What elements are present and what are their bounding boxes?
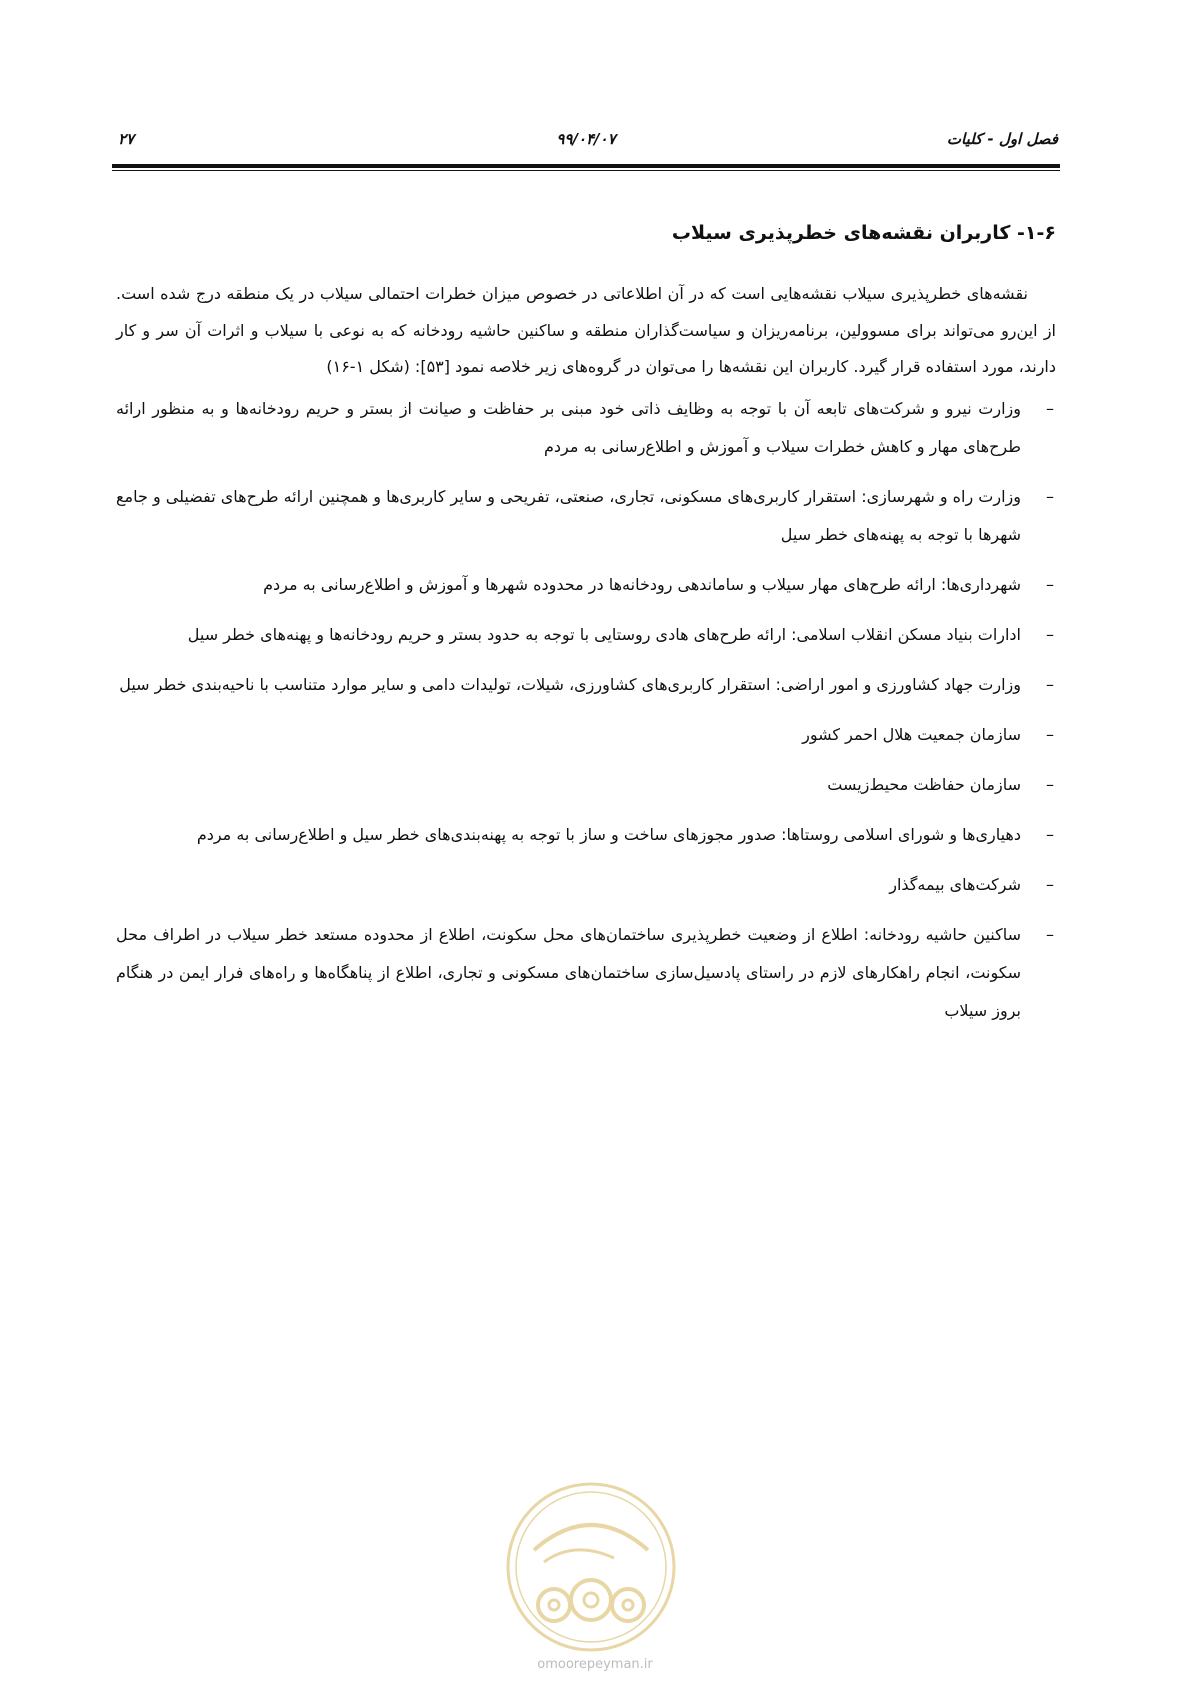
- list-item-text: سازمان حفاظت محیط‌زیست: [827, 774, 1021, 794]
- bullet-dash: –: [1046, 624, 1054, 644]
- seal-gears: [538, 1580, 644, 1621]
- header-rule-thin: [112, 170, 1060, 171]
- list-item-text: وزارت نیرو و شرکت‌های تابعه آن با توجه به وظایف ذاتی خود مبنی بر حفاظت و صیانت از بستر و حریم رودخانه‌ها و به منظور ارائه طرح‌های مهار و کاهش خطرات سیلاب و آموزش و اطلاع‌رسانی به مردم: [116, 398, 1021, 456]
- list-item: [116, 766, 1056, 804]
- seal-calligraphy-stroke: [534, 1525, 648, 1550]
- list-item-text: دهیاری‌ها و شورای اسلامی روستاها: صدور مجوزهای ساخت و ساز با توجه به پهنه‌بندی‌های خطر سیل و اطلاع‌رسانی به مردم: [196, 824, 1021, 844]
- bullet-dash: –: [1046, 486, 1054, 506]
- list-item: [116, 616, 1056, 654]
- list-item: [116, 478, 1056, 554]
- page-content: [116, 218, 1056, 1042]
- list-item-text: ساکنین حاشیه رودخانه: اطلاع از وضعیت خطرپذیری ساختمان‌های محل سکونت، اطلاع از محدوده مستعد خطر سیلاب در اطراف محل سکونت، انجام راهکارهای لازم در راستای پادسیل‌سازی ساختمان‌های مسکونی و تجاری، اطلاع از پناهگاه‌ها و راه‌های فرار ایمن در هنگام بروز سیلاب: [116, 924, 1021, 1020]
- list-item: [116, 566, 1056, 604]
- bullet-dash: –: [1046, 824, 1054, 844]
- seal-outer-ring: [508, 1484, 674, 1650]
- watermark-site: [0, 1657, 1190, 1672]
- list-item: [116, 666, 1056, 704]
- watermark-seal-icon: [504, 1480, 678, 1654]
- list-item-text: شهرداری‌ها: ارائه طرح‌های مهار سیلاب و ساماندهی رودخانه‌ها در محدوده شهرها و آموزش و اطلاع‌رسانی به مردم: [263, 574, 1021, 594]
- seal-calligraphy-stroke: [544, 1550, 614, 1562]
- page-header: [112, 128, 1060, 158]
- bullet-dash: –: [1046, 398, 1054, 418]
- users-list: [116, 390, 1056, 1030]
- header-rule-thick: [112, 164, 1060, 168]
- bullet-dash: –: [1046, 574, 1054, 594]
- list-item: [116, 816, 1056, 854]
- list-item: [116, 390, 1056, 466]
- header-date: ۹۹/۰۴/۰۷: [556, 130, 616, 148]
- list-item-text: سازمان جمعیت هلال احمر کشور: [802, 724, 1021, 744]
- list-item: [116, 716, 1056, 754]
- list-item: [116, 916, 1056, 1030]
- bullet-dash: –: [1046, 924, 1054, 944]
- list-item-text: وزارت جهاد کشاورزی و امور اراضی: استقرار کاربری‌های کشاورزی، شیلات، تولیدات دامی و سایر موارد متناسب با ناحیه‌بندی خطر سیل: [119, 674, 1021, 694]
- list-item-text: وزارت راه و شهرسازی: استقرار کاربری‌های مسکونی، تجاری، صنعتی، تفریحی و سایر کاربری‌ها و همچنین ارائه طرح‌های تفضیلی و جامع شهرها با توجه به پهنه‌های خطر سیل: [116, 486, 1021, 544]
- list-item-text: ادارات بنیاد مسکن انقلاب اسلامی: ارائه طرح‌های هادی روستایی با توجه به حدود بستر و حریم رودخانه‌ها و پهنه‌های خطر سیل: [187, 624, 1021, 644]
- bullet-dash: –: [1046, 724, 1054, 744]
- list-item-text: شرکت‌های بیمه‌گذار: [889, 874, 1021, 894]
- bullet-dash: –: [1046, 874, 1054, 894]
- list-item: [116, 866, 1056, 904]
- section-title: ۱-۶- کاربران نقشه‌های خطرپذیری سیلاب: [671, 222, 1056, 244]
- chapter-title: فصل اول - کلیات: [946, 130, 1058, 148]
- watermark-site-text: omoorepeyman.ir: [537, 1657, 653, 1672]
- bullet-dash: –: [1046, 774, 1054, 794]
- bullet-dash: –: [1046, 674, 1054, 694]
- page-number: ۲۷: [118, 130, 135, 148]
- intro-paragraph: نقشه‌های خطرپذیری سیلاب نقشه‌هایی است که در آن اطلاعاتی در خصوص میزان خطرات احتمالی سیلاب در یک منطقه درج شده است. از این‌رو می‌تواند برای مسوولین، برنامه‌ریزان و سیاست‌گذاران منطقه و ساکنین حاشیه رودخانه که به نوعی با سیلاب و اثرات آن سر و کار دارند، مورد استفاده قرار گیرد. کاربران این نقشه‌ها را می‌توان در گروه‌های زیر خلاصه نمود [۵۳]: (شکل ۱-۱۶): [116, 284, 1056, 376]
